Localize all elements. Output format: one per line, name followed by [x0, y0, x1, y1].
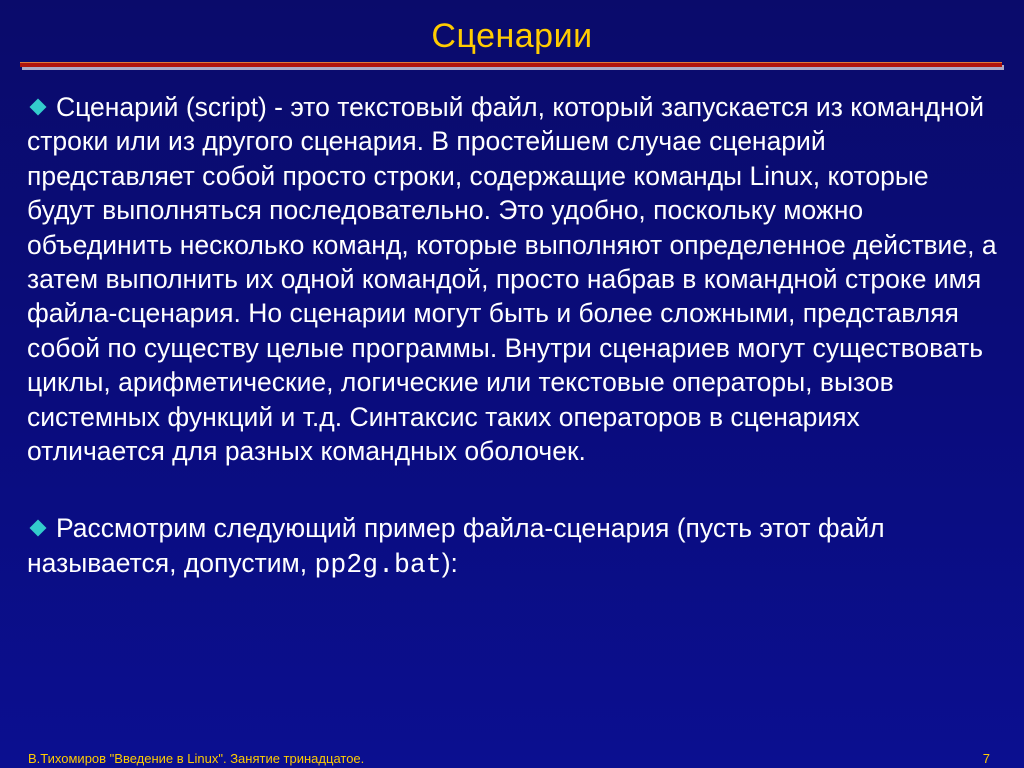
bullet-paragraph-1	[27, 90, 997, 468]
diamond-bullet-icon	[30, 99, 47, 116]
slide-content	[27, 90, 997, 582]
script-filename: pp2g.bat	[314, 549, 442, 580]
bullet-2-text-after: ):	[441, 547, 458, 578]
bullet-1-text: Сценарий (script) - это текстовый файл, который запускается из командной строки или из другого сценария. В простейшем случае сценарий представляет собой просто строки, содержащие команды Linux, которые будут выполняться последовательно. Это удобно, поскольку можно объединить несколько команд, которые выполняют определенное действие, а затем выполнить их одной командой, просто набрав в командной строке имя файла-сценария. Но сценарии могут быть и более сложными, представляя собой по существу целые программы. Внутри сценариев могут существовать циклы, арифметические, логические или текстовые операторы, вызов системных функций и т.д. Синтаксис таких операторов в сценариях отличается для разных командных оболочек.	[27, 92, 997, 467]
bullet-paragraph-2	[27, 511, 997, 582]
diamond-bullet-icon	[30, 520, 47, 537]
slide-title: Сценарии	[431, 17, 593, 55]
page-number: 7	[982, 751, 990, 766]
bullet-2-text-before: Рассмотрим следующий пример файла-сценария (пусть этот файл называется, допустим,	[27, 513, 885, 578]
title-divider	[20, 62, 1002, 67]
footer-credit: В.Тихомиров "Введение в Linux". Занятие тринадцатое.	[28, 751, 365, 766]
